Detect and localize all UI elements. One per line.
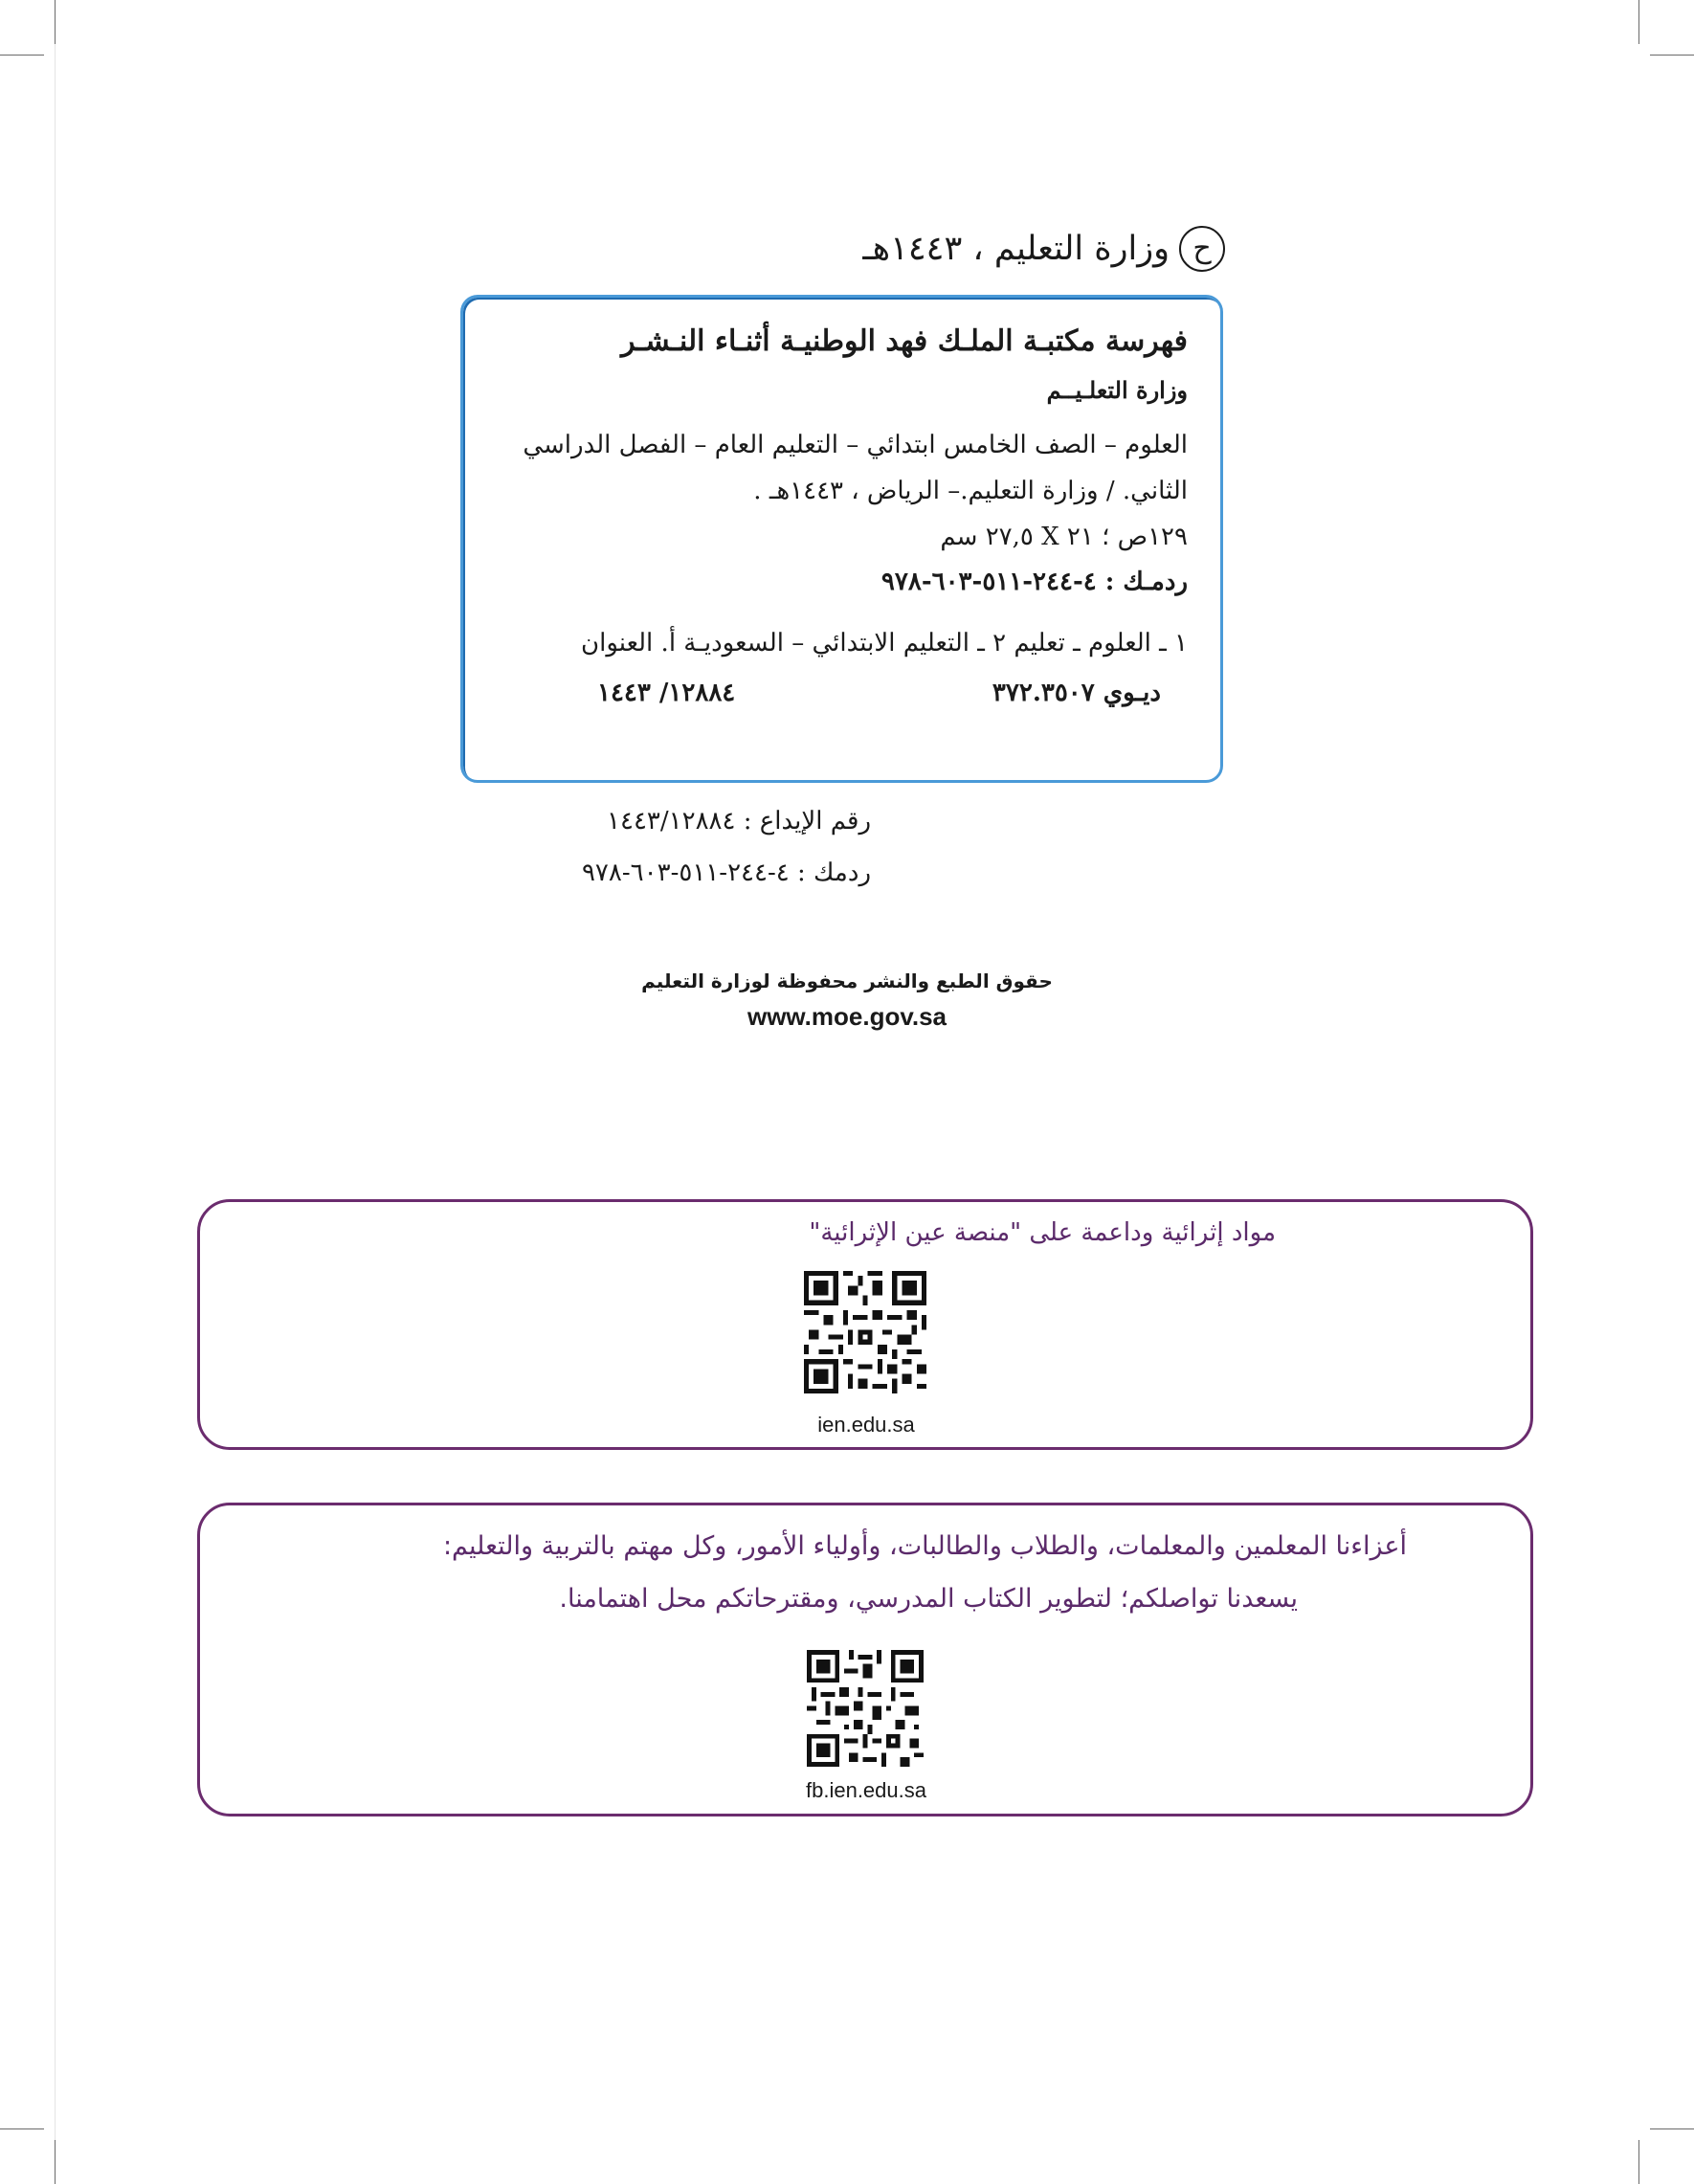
catalog-ministry: وزارة التعلـيــم [1046, 376, 1188, 404]
qr-code-icon[interactable] [807, 1650, 924, 1767]
description-line: العلوم – الصف الخامس ابتدائي – التعليم العام – الفصل الدراسي [523, 431, 1188, 459]
deposit-number: رقم الإيداع : ١٤٤٣/١٢٨٨٤ [607, 807, 871, 836]
catalog-deposit: ١٢٨٨٤/ ١٤٤٣ [597, 679, 736, 707]
crop-mark [55, 2140, 56, 2184]
copyright-symbol: ح [1179, 226, 1225, 272]
copyright-text: وزارة التعليم ، ١٤٤٣هـ [862, 230, 1170, 268]
crop-mark [1650, 2128, 1694, 2129]
crop-mark [1650, 55, 1694, 56]
ien-box-title: مواد إثرائية وداعمة على "منصة عين الإثرائية" [809, 1218, 1276, 1247]
crop-mark [0, 2128, 44, 2129]
crop-mark [1638, 2140, 1639, 2184]
catalog-title: فهرسة مكتبـة الملـك فهد الوطنيـة أثنـاء النـشـر [621, 324, 1188, 358]
crop-mark [0, 55, 44, 56]
description-line: الثاني. / وزارة التعليم.– الرياض ، ١٤٤٣هـ . [753, 477, 1188, 505]
feedback-url[interactable]: fb.ien.edu.sa [806, 1778, 926, 1802]
ien-url[interactable]: ien.edu.sa [817, 1413, 915, 1437]
feedback-message: يسعدنا تواصلكم؛ لتطوير الكتاب المدرسي، ومقترحاتكم محل اهتمامنا. [559, 1584, 1298, 1614]
catalog-isbn: ردمـك : ٤-٢٤٤-٥١١-٦٠٣-٩٧٨ [880, 568, 1188, 596]
catalog-description [518, 422, 1188, 560]
catalog-dewey: ديـوي ٣٧٢.٣٥٠٧ [992, 679, 1161, 707]
crop-mark [55, 0, 56, 44]
catalog-box [460, 295, 1223, 783]
qr-code-icon[interactable] [804, 1271, 926, 1393]
bleed-line [55, 0, 56, 2184]
crop-mark [1638, 0, 1639, 44]
feedback-greeting: أعزاءنا المعلمين والمعلمات، والطلاب والطالبات، وأولياء الأمور، وكل مهتم بالتربية والتعليم: [442, 1531, 1407, 1561]
website-link[interactable]: www.moe.gov.sa [747, 1002, 947, 1031]
isbn-line: ردمك : ٤-٢٤٤-٥١١-٦٠٣-٩٧٨ [581, 858, 871, 887]
rights-notice: حقوق الطبع والنشر محفوظة لوزارة التعليم [641, 969, 1053, 992]
catalog-subjects: ١ ـ العلوم ـ تعليم ٢ ـ التعليم الابتدائي – السعوديـة أ. العنوان [581, 629, 1188, 657]
description-line: ١٢٩ص ؛ ٢١ X ٢٧,٥ سم [940, 523, 1188, 551]
copyright-line [862, 226, 1225, 272]
